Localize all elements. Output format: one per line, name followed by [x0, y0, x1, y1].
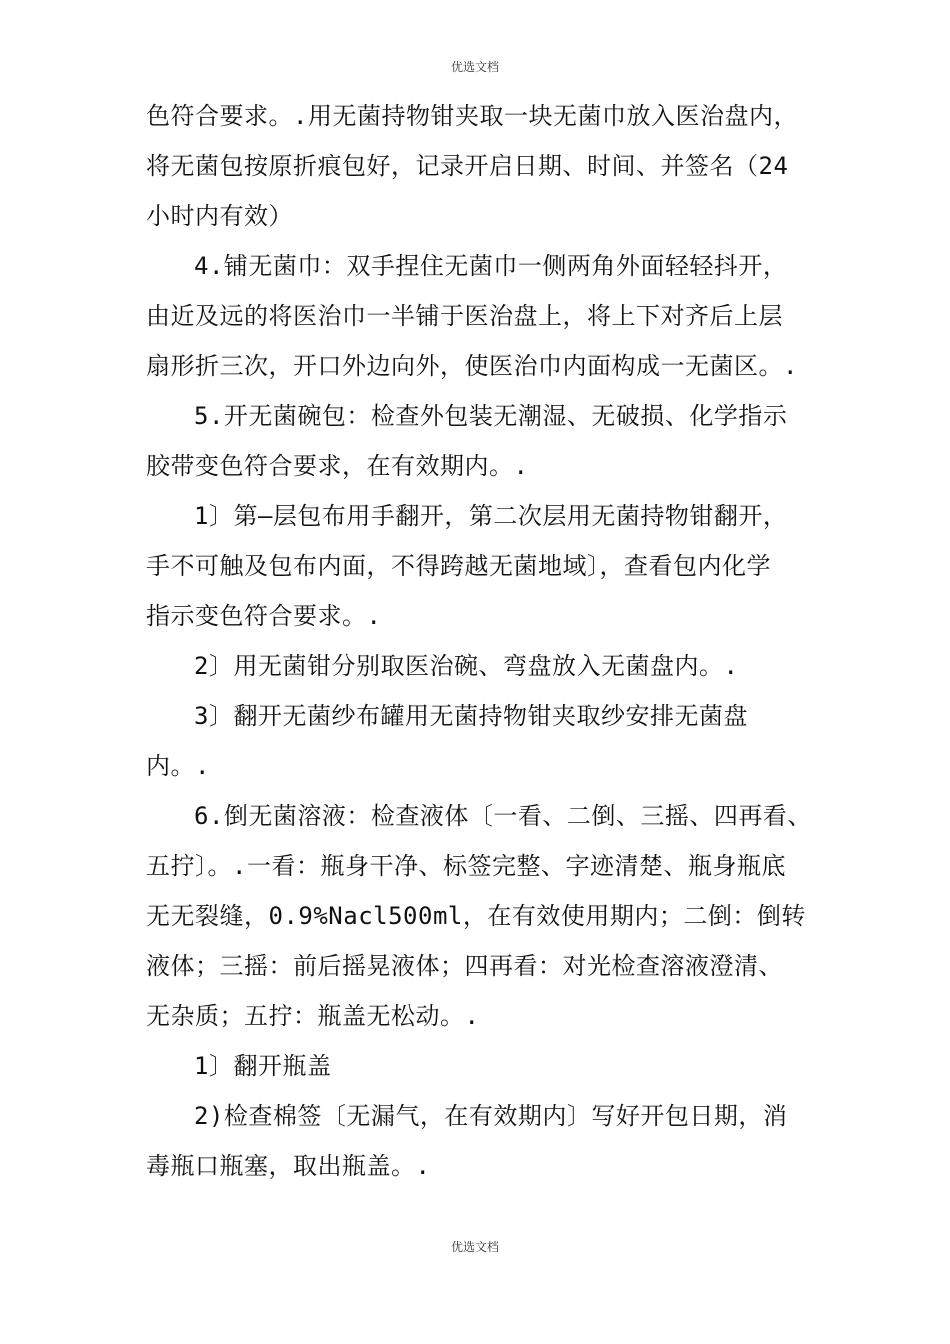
- paragraph: [146, 241, 818, 391]
- text-line: 2〕用无菌钳分别取医治碗、弯盘放入无菌盘内。.: [194, 652, 739, 680]
- text-line: 3〕翻开无菌纱布罐用无菌持物钳夹取纱安排无菌盘: [194, 702, 748, 730]
- text-line: 1〕翻开瓶盖: [194, 1052, 332, 1080]
- page-footer: 优选文档: [450, 1240, 499, 1254]
- text-line: 将无菌包按原折痕包好，记录开启日期、时间、并签名（24: [146, 152, 789, 180]
- text-line: 内。.: [146, 752, 210, 780]
- document-body: [146, 91, 818, 1191]
- text-line: 胶带变色符合要求，在有效期内。.: [146, 452, 529, 480]
- text-line: 无无裂缝，0.9%Nacl500ml，在有效使用期内；二倒：倒转: [146, 902, 806, 930]
- text-line: 扇形折三次，开口外边向外，使医治巾内面构成一无菌区。.: [146, 352, 798, 380]
- text-line: 色符合要求。.用无菌持物钳夹取一块无菌巾放入医治盘内，: [146, 102, 798, 130]
- text-line: 毒瓶口瓶塞，取出瓶盖。.: [146, 1152, 431, 1180]
- text-line: 五拧〕。.一看：瓶身干净、标签完整、字迹清楚、瓶身瓶底: [146, 852, 786, 880]
- text-line: 2)检查棉签〔无漏气，在有效期内〕写好开包日期，消: [194, 1102, 788, 1130]
- paragraph: [146, 1091, 818, 1191]
- text-line: 无杂质；五拧：瓶盖无松动。.: [146, 1002, 480, 1030]
- text-line: 由近及远的将医治巾一半铺于医治盘上，将上下对齐后上层: [146, 302, 783, 330]
- text-line: 小时内有效）: [146, 202, 293, 230]
- text-line: 1〕第—层包布用手翻开，第二次层用无菌持物钳翻开，: [194, 502, 788, 530]
- paragraph: [146, 91, 818, 241]
- paragraph: [146, 691, 818, 791]
- paragraph: [146, 391, 818, 491]
- text-line: 手不可触及包布内面，不得跨越无菌地域〕，查看包内化学: [146, 552, 771, 580]
- paragraph: [146, 641, 818, 691]
- paragraph: [146, 1041, 818, 1091]
- page-header: 优选文档: [450, 60, 499, 74]
- text-line: 液体；三摇：前后摇晃液体；四再看：对光检查溶液澄清、: [146, 952, 783, 980]
- paragraph: [146, 491, 818, 641]
- text-line: 4.铺无菌巾：双手捏住无菌巾一侧两角外面轻轻抖开，: [194, 252, 788, 280]
- paragraph: [146, 791, 818, 1041]
- text-line: 指示变色符合要求。.: [146, 602, 382, 630]
- text-line: 5.开无菌碗包：检查外包装无潮湿、无破损、化学指示: [194, 402, 788, 430]
- text-line: 6.倒无菌溶液：检查液体〔一看、二倒、三摇、四再看、: [194, 802, 812, 830]
